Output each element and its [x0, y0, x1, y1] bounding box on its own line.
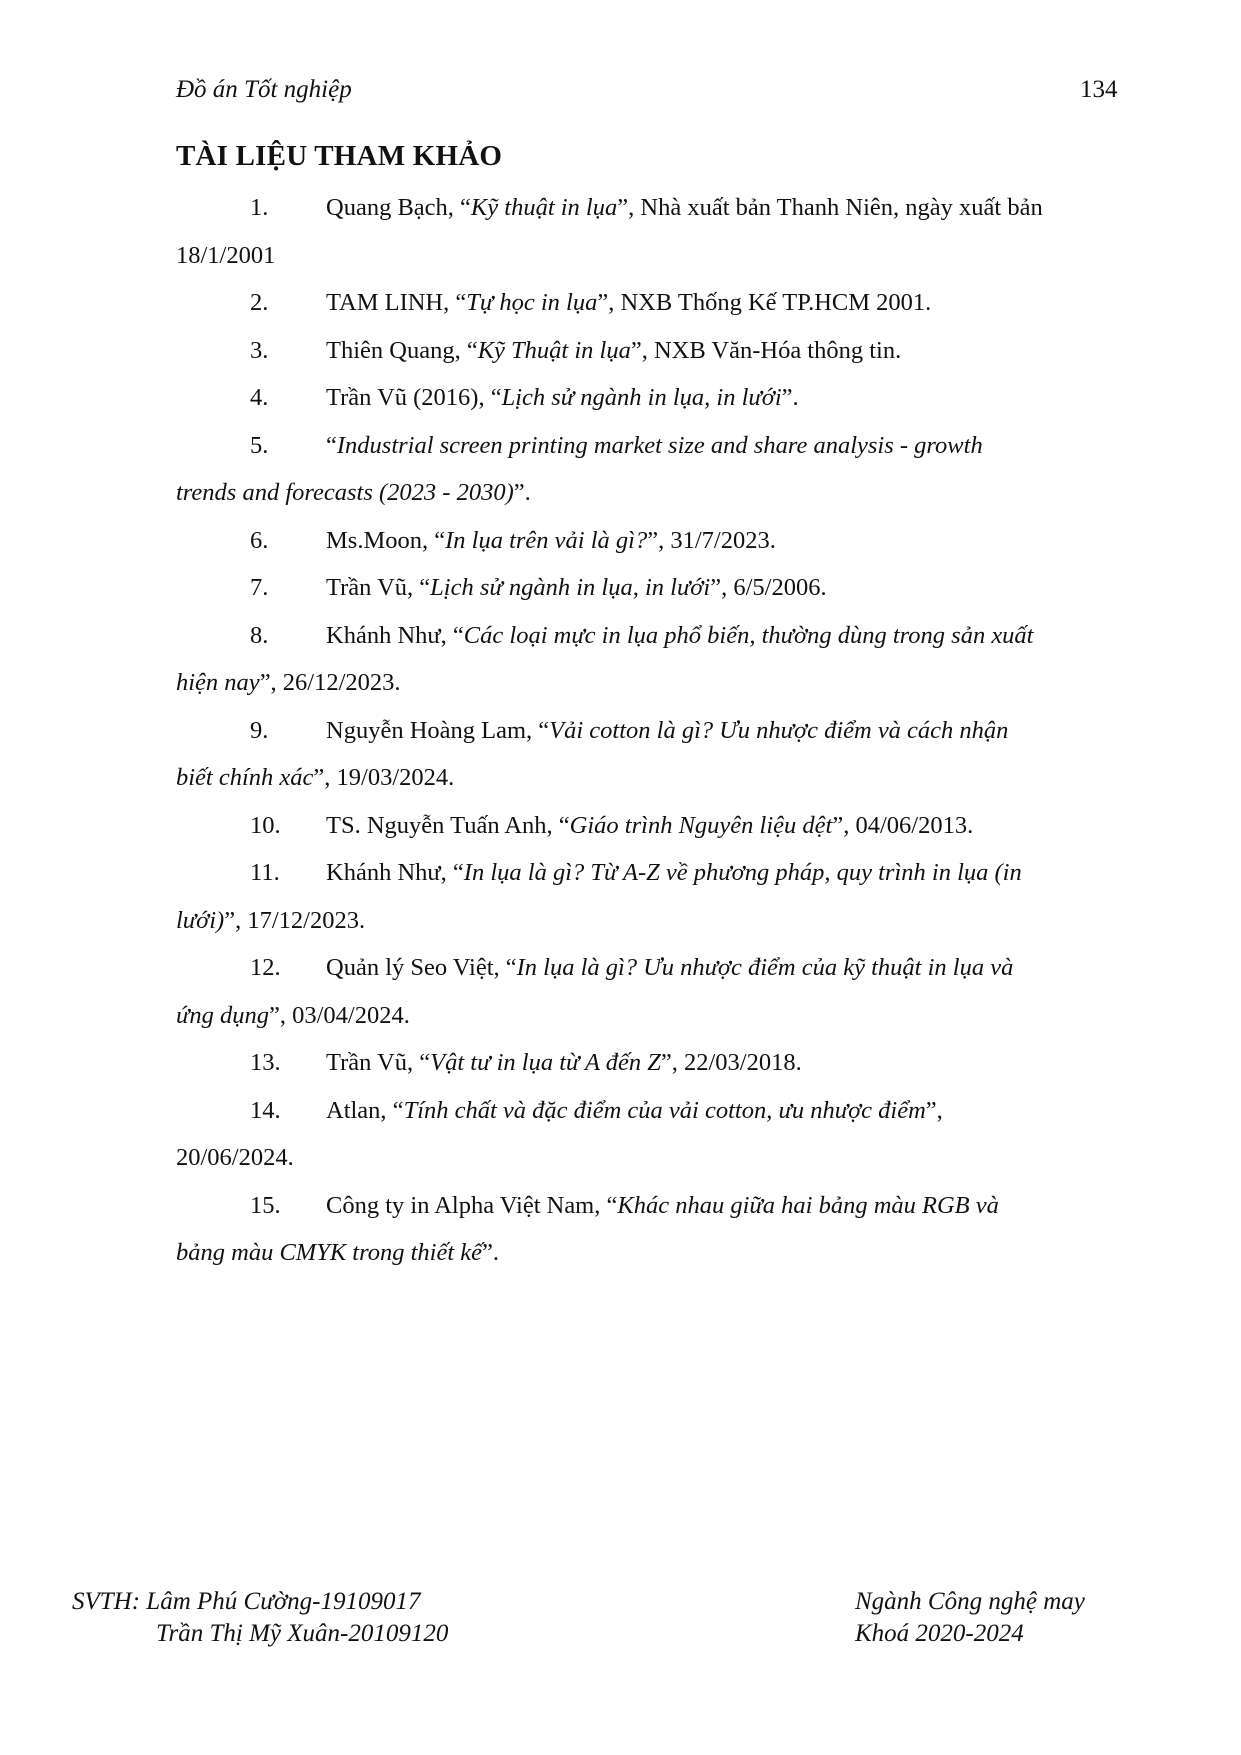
reference-title: Giáo trình Nguyên liệu dệt	[569, 811, 833, 839]
header-title: Đồ án Tốt nghiệp	[176, 76, 352, 103]
reference-item	[176, 944, 1128, 1039]
reference-text: ”, 04/06/2013.	[832, 811, 974, 839]
reference-text: 20/06/2024.	[176, 1144, 294, 1171]
reference-continuation	[176, 469, 1128, 517]
reference-item	[176, 707, 1128, 802]
reference-text: ”, NXB Thống Kế TP.HCM 2001.	[597, 289, 932, 316]
reference-item	[176, 422, 1128, 517]
reference-number: 10.	[250, 811, 281, 839]
reference-item	[176, 1087, 1128, 1182]
reference-continuation	[176, 897, 1128, 945]
reference-item	[176, 327, 1128, 375]
reference-number: 15.	[250, 1191, 281, 1219]
reference-title: Các loại mực in lụa phổ biến, thường dùng trong sản xuất	[463, 621, 1034, 649]
reference-title: hiện nay	[176, 669, 260, 696]
reference-number: 4.	[250, 384, 269, 411]
reference-continuation	[176, 1134, 1128, 1182]
reference-title: bảng màu CMYK trong thiết kế	[176, 1239, 483, 1266]
footer-major: Ngành Công nghệ may	[855, 1588, 1085, 1615]
reference-text: ”, 03/04/2024.	[269, 1001, 410, 1029]
reference-item	[176, 279, 1128, 327]
reference-text: ”.	[482, 1239, 500, 1266]
reference-text: Trần Vũ, “	[326, 1049, 431, 1076]
reference-title: Kỹ Thuật in lụa	[477, 336, 631, 364]
reference-title: Tính chất và đặc điểm của vải cotton, ưu nhược điểm	[403, 1096, 926, 1124]
reference-title: In lụa là gì? Từ A-Z về phương pháp, quy trình in lụa (in	[463, 859, 1022, 886]
reference-list	[176, 184, 1128, 1277]
section-title: TÀI LIỆU THAM KHẢO	[176, 140, 503, 172]
reference-number: 8.	[250, 621, 269, 649]
reference-continuation	[176, 992, 1128, 1040]
reference-text: Thiên Quang, “	[326, 336, 478, 364]
reference-continuation	[176, 659, 1128, 707]
reference-text: ”, 6/5/2006.	[710, 574, 827, 601]
footer-students-line1: SVTH: Lâm Phú Cường-19109017	[72, 1588, 421, 1615]
reference-item	[176, 517, 1128, 565]
reference-item	[176, 612, 1128, 707]
reference-number: 11.	[250, 859, 280, 886]
reference-title: Lịch sử ngành in lụa, in lưới	[430, 574, 711, 601]
reference-number: 6.	[250, 526, 269, 554]
reference-number: 13.	[250, 1049, 281, 1076]
reference-text: Công ty in Alpha Việt Nam, “	[326, 1191, 618, 1219]
reference-text: Atlan, “	[326, 1096, 404, 1124]
reference-text: Ms.Moon, “	[326, 526, 446, 554]
reference-title: Khác nhau giữa hai bảng màu RGB và	[617, 1191, 999, 1219]
reference-text: ”, 31/7/2023.	[647, 526, 776, 554]
reference-text: ”, 22/03/2018.	[660, 1049, 802, 1076]
reference-text: Trần Vũ, “	[326, 574, 431, 601]
reference-text: “	[326, 431, 337, 459]
footer-students-line2: Trần Thị Mỹ Xuân-20109120	[156, 1620, 449, 1647]
reference-text: Khánh Như, “	[326, 859, 464, 886]
reference-number: 1.	[250, 194, 269, 221]
reference-title: Vải cotton là gì? Ưu nhược điểm và cách nhận	[549, 716, 1009, 744]
reference-number: 5.	[250, 431, 269, 459]
reference-title: Tự học in lụa	[466, 289, 598, 316]
reference-number: 2.	[250, 289, 269, 316]
reference-item	[176, 564, 1128, 612]
reference-title: ứng dụng	[176, 1001, 269, 1029]
reference-number: 9.	[250, 716, 269, 744]
reference-text: Nguyễn Hoàng Lam, “	[326, 716, 550, 744]
reference-text: Khánh Như, “	[326, 621, 464, 649]
reference-title: In lụa trên vải là gì?	[445, 526, 648, 554]
reference-continuation	[176, 232, 1128, 280]
reference-text: ”.	[513, 479, 531, 506]
footer-course: Khoá 2020-2024	[855, 1620, 1024, 1647]
reference-number: 12.	[250, 954, 281, 981]
reference-continuation	[176, 754, 1128, 802]
reference-item	[176, 802, 1128, 850]
reference-title: Industrial screen printing market size and share analysis - growth	[336, 431, 983, 459]
reference-text: ”, Nhà xuất bản Thanh Niên, ngày xuất bản	[617, 194, 1043, 221]
reference-item	[176, 184, 1128, 279]
reference-title: biết chính xác	[176, 764, 314, 791]
reference-title: trends and forecasts (2023 - 2030)	[176, 479, 514, 506]
reference-number: 14.	[250, 1096, 281, 1124]
reference-text: Quản lý Seo Việt, “	[326, 954, 517, 981]
reference-text: Trần Vũ (2016), “	[326, 384, 502, 411]
reference-title: Lịch sử ngành in lụa, in lưới	[501, 384, 782, 411]
reference-number: 3.	[250, 336, 269, 364]
reference-item	[176, 374, 1128, 422]
reference-text: ”, 17/12/2023.	[224, 906, 366, 934]
reference-title: Vật tư in lụa từ A đến Z	[430, 1049, 661, 1076]
reference-text: TS. Nguyễn Tuấn Anh, “	[326, 811, 570, 839]
page-number: 134	[1080, 76, 1118, 103]
reference-text: 18/1/2001	[176, 241, 276, 269]
reference-title: In lụa là gì? Ưu nhược điểm của kỹ thuật in lụa và	[516, 954, 1014, 981]
reference-text: ”,	[925, 1096, 943, 1124]
reference-item	[176, 1039, 1128, 1087]
reference-item	[176, 849, 1128, 944]
reference-text: TAM LINH, “	[326, 289, 467, 316]
reference-number: 7.	[250, 574, 269, 601]
reference-text: ”, 19/03/2024.	[313, 764, 455, 791]
reference-text: ”, 26/12/2023.	[259, 669, 401, 696]
reference-text: ”, NXB Văn-Hóa thông tin.	[630, 336, 902, 364]
reference-text: Quang Bạch, “	[326, 194, 471, 221]
reference-title: lưới)	[176, 906, 225, 934]
reference-continuation	[176, 1229, 1128, 1277]
reference-title: Kỹ thuật in lụa	[470, 194, 618, 221]
reference-text: ”.	[781, 384, 799, 411]
reference-item	[176, 1182, 1128, 1277]
